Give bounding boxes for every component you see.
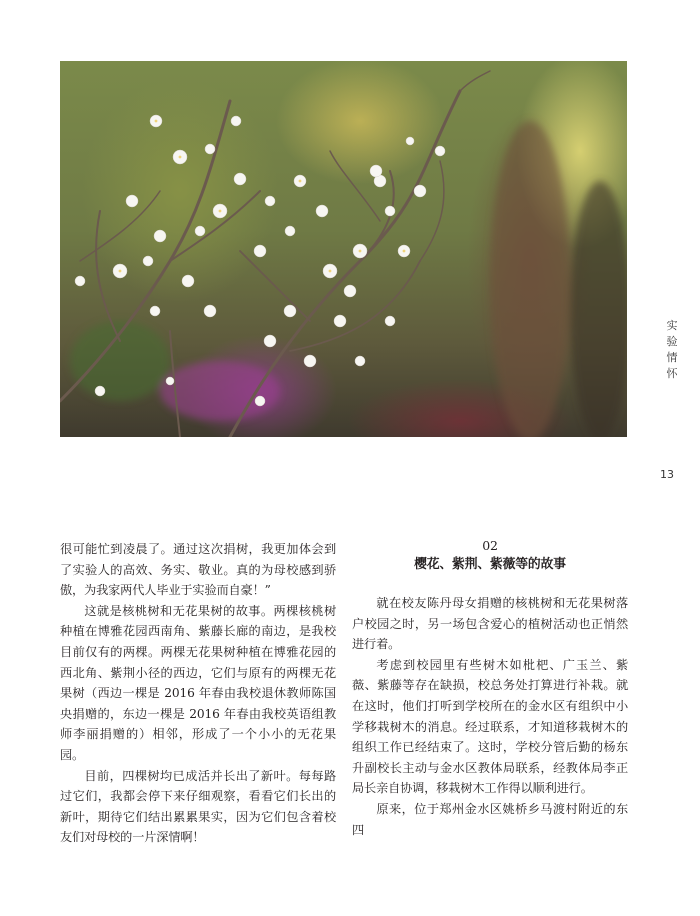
cherry-blossom-photo (60, 61, 627, 437)
paragraph: 目前，四棵树均已成活并长出了新叶。每每路过它们，我都会停下来仔细观察，看看它们长出的新叶，期待它们结出累累果实，因为它们包含着校友们对母校的一片深情啊！ (60, 768, 336, 845)
paragraph: 很可能忙到凌晨了。通过这次捐树，我更加体会到了实验人的高效、务实、敬业。真的为母校感到骄傲，为我家两代人毕业于实验而自豪！” (60, 542, 336, 598)
section-title: 樱花、紫荆、紫薇等的故事 (414, 557, 566, 572)
right-column (352, 537, 628, 840)
paragraph: 这就是核桃树和无花果树的故事。两棵核桃树种植在博雅花园西南角、紫藤长廊的南边，是我校目前仅有的两棵。两棵无花果树种植在博雅花园的西北角、紫荆小径的西边，它们与原有的两棵无花果树（西边一棵是 2016 年春由我校退休教师陈国央捐赠的，东边一棵是 2016 年春由我校英语组教师李丽捐赠的）相邻，形成了一个小小的无花果园。 (60, 603, 336, 762)
section-side-label: 实验情怀 (666, 319, 678, 380)
paragraph: 考虑到校园里有些树木如枇杷、广玉兰、紫薇、紫藤等存在缺损，校总务处打算进行补栽。就在这时，他们打听到学校所在的金水区有组织中小学移栽树木的消息。经过联系，才知道移栽树木的组织工作已经结束了。这时，学校分管后勤的杨东升副校长主动与金水区教体局联系，经教体局李正局长亲自协调，移栽树木工作得以顺利进行。 (352, 657, 628, 796)
section-number: 02 (482, 538, 498, 553)
paragraph: 原来，位于郑州金水区姚桥乡马渡村附近的东四 (352, 801, 628, 837)
paragraph: 就在校友陈丹母女捐赠的核桃树和无花果树落户校园之时，另一场包含爱心的植树活动也正悄然进行着。 (352, 596, 628, 652)
blossom-branch-illustration (60, 61, 627, 437)
page-number: 13 (660, 468, 674, 481)
left-column (60, 539, 336, 848)
